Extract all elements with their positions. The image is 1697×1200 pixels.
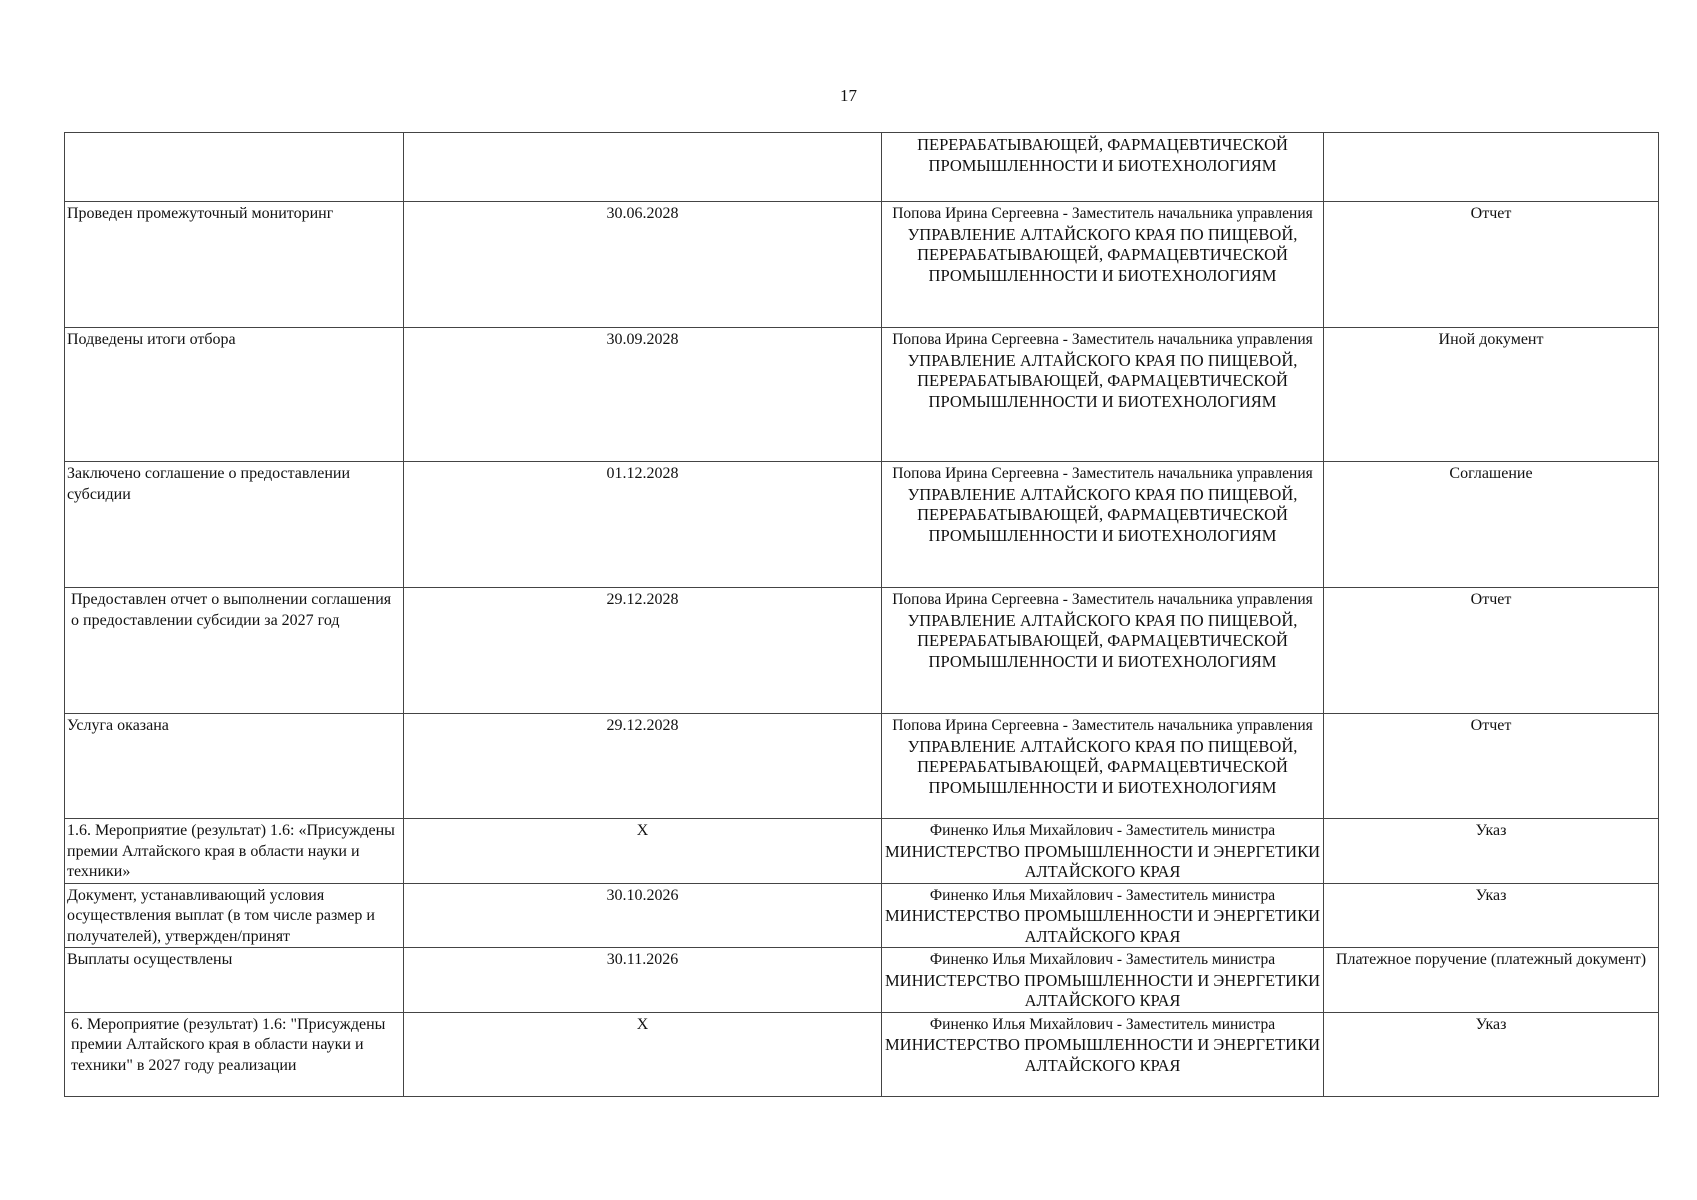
- responsible-person: Попова Ирина Сергеевна - Заместитель начальника управления: [892, 205, 1313, 222]
- responsible-person: Попова Ирина Сергеевна - Заместитель начальника управления: [892, 331, 1313, 348]
- date-cell: 29.12.2028: [404, 588, 882, 714]
- responsible-cell: [882, 714, 1324, 819]
- responsible-cell: [882, 328, 1324, 462]
- responsible-organization: МИНИСТЕРСТВО ПРОМЫШЛЕННОСТИ И ЭНЕРГЕТИКИ АЛТАЙСКОГО КРАЯ: [885, 906, 1320, 946]
- responsible-person: Попова Ирина Сергеевна - Заместитель начальника управления: [892, 591, 1313, 608]
- event-cell: Выплаты осуществлены: [65, 948, 404, 1013]
- responsible-organization: УПРАВЛЕНИЕ АЛТАЙСКОГО КРАЯ ПО ПИЩЕВОЙ, ПЕРЕРАБАТЫВАЮЩЕЙ, ФАРМАЦЕВТИЧЕСКОЙ ПРОМЫШЛЕННОСТИ И БИОТЕХНОЛОГИЯМ: [907, 350, 1298, 411]
- event-cell: Документ, устанавливающий условия осуществления выплат (в том числе размер и получателей), утвержден/принят: [65, 883, 404, 948]
- responsible-person: Попова Ирина Сергеевна - Заместитель начальника управления: [892, 717, 1313, 734]
- event-cell: Проведен промежуточный мониторинг: [65, 202, 404, 328]
- document-type-cell: Указ: [1324, 883, 1659, 948]
- date-cell: X: [404, 819, 882, 884]
- responsible-organization: УПРАВЛЕНИЕ АЛТАЙСКОГО КРАЯ ПО ПИЩЕВОЙ, ПЕРЕРАБАТЫВАЮЩЕЙ, ФАРМАЦЕВТИЧЕСКОЙ ПРОМЫШЛЕННОСТИ И БИОТЕХНОЛОГИЯМ: [907, 610, 1298, 671]
- page-number: 17: [840, 86, 857, 105]
- table-row: [65, 328, 1659, 462]
- responsible-organization: УПРАВЛЕНИЕ АЛТАЙСКОГО КРАЯ ПО ПИЩЕВОЙ, ПЕРЕРАБАТЫВАЮЩЕЙ, ФАРМАЦЕВТИЧЕСКОЙ ПРОМЫШЛЕННОСТИ И БИОТЕХНОЛОГИЯМ: [907, 736, 1298, 797]
- responsible-cell: [882, 883, 1324, 948]
- table-row: [65, 588, 1659, 714]
- table-row: [65, 714, 1659, 819]
- responsible-cell: [882, 202, 1324, 328]
- document-type-cell: Отчет: [1324, 714, 1659, 819]
- event-cell: Заключено соглашение о предоставлении субсидии: [65, 462, 404, 588]
- table-row: [65, 202, 1659, 328]
- date-cell: 30.11.2026: [404, 948, 882, 1013]
- responsible-person: Финенко Илья Михайлович - Заместитель министра: [929, 1015, 1276, 1033]
- responsible-cell: [882, 588, 1324, 714]
- table-row: [65, 883, 1659, 948]
- table-row: [65, 819, 1659, 884]
- document-type-cell: Указ: [1324, 819, 1659, 884]
- date-cell: 30.09.2028: [404, 328, 882, 462]
- responsible-cell: [882, 462, 1324, 588]
- document-type-cell: Указ: [1324, 1012, 1659, 1096]
- event-cell: Услуга оказана: [65, 714, 404, 819]
- table-row: [65, 462, 1659, 588]
- document-type-cell: [1324, 133, 1659, 202]
- date-cell: 30.06.2028: [404, 202, 882, 328]
- document-type-cell: Отчет: [1324, 588, 1659, 714]
- document-type-cell: Отчет: [1324, 202, 1659, 328]
- date-cell: [404, 133, 882, 202]
- date-cell: 29.12.2028: [404, 714, 882, 819]
- responsible-cell: [882, 948, 1324, 1013]
- document-type-cell: Иной документ: [1324, 328, 1659, 462]
- event-cell: [65, 133, 404, 202]
- document-type-cell: Платежное поручение (платежный документ): [1324, 948, 1659, 1013]
- responsible-cell: [882, 819, 1324, 884]
- event-cell: Подведены итоги отбора: [65, 328, 404, 462]
- event-cell: 1.6. Мероприятие (результат) 1.6: «Присуждены премии Алтайского края в области науки и техники»: [65, 819, 404, 884]
- responsible-organization: УПРАВЛЕНИЕ АЛТАЙСКОГО КРАЯ ПО ПИЩЕВОЙ, ПЕРЕРАБАТЫВАЮЩЕЙ, ФАРМАЦЕВТИЧЕСКОЙ ПРОМЫШЛЕННОСТИ И БИОТЕХНОЛОГИЯМ: [907, 224, 1298, 285]
- plan-table: [64, 132, 1659, 1097]
- responsible-organization: МИНИСТЕРСТВО ПРОМЫШЛЕННОСТИ И ЭНЕРГЕТИКИ АЛТАЙСКОГО КРАЯ: [885, 1035, 1320, 1075]
- date-cell: X: [404, 1012, 882, 1096]
- date-cell: 30.10.2026: [404, 883, 882, 948]
- responsible-cell: [882, 133, 1324, 202]
- table-row: [65, 133, 1659, 202]
- responsible-organization: МИНИСТЕРСТВО ПРОМЫШЛЕННОСТИ И ЭНЕРГЕТИКИ АЛТАЙСКОГО КРАЯ: [885, 970, 1320, 1010]
- event-cell: Предоставлен отчет о выполнении соглашения о предоставлении субсидии за 2027 год: [65, 588, 404, 714]
- responsible-organization: УПРАВЛЕНИЕ АЛТАЙСКОГО КРАЯ ПО ПИЩЕВОЙ, ПЕРЕРАБАТЫВАЮЩЕЙ, ФАРМАЦЕВТИЧЕСКОЙ ПРОМЫШЛЕННОСТИ И БИОТЕХНОЛОГИЯМ: [907, 484, 1298, 545]
- responsible-person: Попова Ирина Сергеевна - Заместитель начальника управления: [892, 465, 1313, 482]
- responsible-person: Финенко Илья Михайлович - Заместитель министра: [929, 822, 1276, 839]
- responsible-organization: ПЕРЕРАБАТЫВАЮЩЕЙ, ФАРМАЦЕВТИЧЕСКОЙ ПРОМЫШЛЕННОСТИ И БИОТЕХНОЛОГИЯМ: [917, 135, 1288, 175]
- document-type-cell: Соглашение: [1324, 462, 1659, 588]
- date-cell: 01.12.2028: [404, 462, 882, 588]
- responsible-cell: [882, 1012, 1324, 1096]
- responsible-person: Финенко Илья Михайлович - Заместитель министра: [929, 951, 1276, 968]
- event-cell: 6. Мероприятие (результат) 1.6: "Присуждены премии Алтайского края в области науки и техники" в 2027 году реализации: [65, 1012, 404, 1096]
- responsible-organization: МИНИСТЕРСТВО ПРОМЫШЛЕННОСТИ И ЭНЕРГЕТИКИ АЛТАЙСКОГО КРАЯ: [885, 841, 1320, 881]
- table-row: [65, 1012, 1659, 1096]
- responsible-person: Финенко Илья Михайлович - Заместитель министра: [929, 886, 1276, 904]
- table-row: [65, 948, 1659, 1013]
